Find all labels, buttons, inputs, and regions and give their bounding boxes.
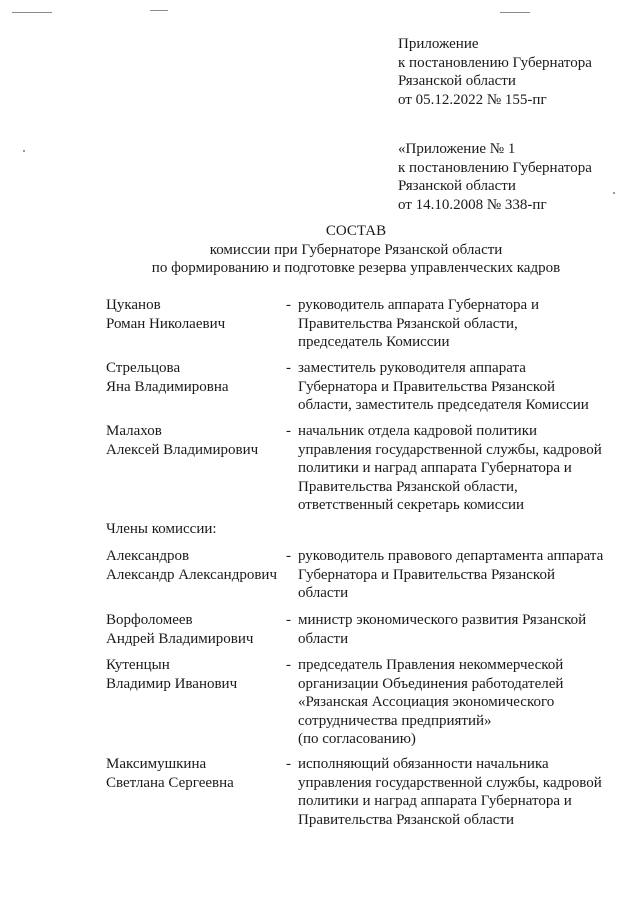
appendix-line: к постановлению Губернатора: [398, 54, 592, 71]
given-names: Роман Николаевич: [106, 315, 226, 332]
position-line: «Рязанская Ассоциация экономического: [298, 694, 555, 710]
surname: Кутенцын: [106, 657, 170, 673]
position-line: Губернатора и Правительства Рязанской: [298, 566, 555, 583]
position-line: управления государственной службы, кадровой: [298, 441, 602, 458]
title-line: комиссии при Губернаторе Рязанской области: [209, 241, 503, 258]
position-line: руководитель правового департамента аппарата: [298, 548, 604, 564]
scan-speck: [23, 150, 25, 152]
appendix-line: Рязанской области: [398, 73, 516, 89]
given-names: Алексей Владимирович: [106, 441, 259, 458]
dash-separator: -: [286, 612, 291, 628]
member-position: [298, 656, 628, 749]
position-line: организации Объединения работодателей: [298, 675, 564, 692]
member-name: [106, 611, 286, 648]
position-line: политики и наград аппарата Губернатора и: [298, 793, 572, 809]
member-position: [298, 422, 628, 515]
appendix-line: «Приложение № 1: [398, 141, 516, 157]
position-line: области: [298, 630, 349, 647]
surname: Ворфоломеев: [106, 612, 193, 628]
member-name: [106, 422, 286, 459]
position-line: (по согласованию): [298, 731, 416, 747]
dash-separator: -: [286, 297, 291, 313]
given-names: Яна Владимировна: [106, 378, 229, 395]
position-line: начальник отдела кадровой политики: [298, 423, 538, 439]
position-line: области, заместитель председателя Комиссии: [298, 397, 589, 413]
surname: Стрельцова: [106, 360, 181, 376]
scan-artifact: [500, 12, 530, 13]
surname: Малахов: [106, 423, 162, 439]
member-position: [298, 611, 628, 648]
title-heading: СОСТАВ: [325, 223, 387, 239]
appendix-line: Рязанской области: [398, 178, 516, 194]
position-line: области: [298, 585, 349, 601]
position-line: Правительства Рязанской области,: [298, 315, 518, 332]
position-line: управления государственной службы, кадровой: [298, 774, 602, 791]
member-position: [298, 547, 628, 603]
surname: Александров: [106, 548, 190, 564]
member-position: [298, 359, 628, 415]
member-name: [106, 755, 286, 792]
position-line: Губернатора и Правительства Рязанской: [298, 378, 555, 395]
position-line: Правительства Рязанской области,: [298, 478, 518, 495]
dash-separator: -: [286, 756, 291, 772]
appendix-line: Приложение: [398, 36, 479, 52]
member-name: [106, 359, 286, 396]
position-line: заместитель руководителя аппарата: [298, 360, 526, 376]
appendix-date-line: от 14.10.2008 № 338-пг: [398, 196, 547, 213]
position-line: председатель Правления некоммерческой: [298, 657, 564, 673]
dash-separator: -: [286, 548, 291, 564]
member-position: [298, 296, 628, 352]
given-names: Андрей Владимирович: [106, 630, 254, 647]
scan-artifact: [150, 10, 168, 11]
appendix-line: к постановлению Губернатора: [398, 159, 592, 176]
position-line: министр экономического развития Рязанской: [298, 612, 587, 628]
appendix-date-line: от 05.12.2022 № 155-пг: [398, 91, 547, 108]
scan-speck: [613, 192, 615, 194]
scan-artifact: [12, 12, 52, 13]
position-line: ответственный секретарь комиссии: [298, 497, 525, 513]
member-position: [298, 755, 628, 829]
member-name: [106, 656, 286, 693]
appendix-header: [398, 35, 592, 109]
dash-separator: -: [286, 423, 291, 439]
surname: Цуканов: [106, 297, 161, 313]
position-line: политики и наград аппарата Губернатора и: [298, 460, 572, 476]
dash-separator: -: [286, 657, 291, 673]
position-line: Правительства Рязанской области: [298, 811, 515, 828]
position-line: сотрудничества предприятий»: [298, 712, 492, 729]
given-names: Светлана Сергеевна: [106, 774, 234, 791]
member-name: [106, 547, 286, 584]
given-names: Владимир Иванович: [106, 675, 238, 692]
members-label: Члены комиссии:: [106, 521, 217, 537]
member-name: [106, 296, 286, 333]
document-title: [0, 222, 640, 278]
given-names: Александр Александрович: [106, 566, 277, 583]
position-line: председатель Комиссии: [298, 334, 450, 350]
dash-separator: -: [286, 360, 291, 376]
position-line: исполняющий обязанности начальника: [298, 756, 549, 772]
position-line: руководитель аппарата Губернатора и: [298, 297, 539, 313]
original-appendix-header: [398, 140, 592, 214]
surname: Максимушкина: [106, 756, 207, 772]
title-line: по формированию и подготовке резерва управленческих кадров: [151, 260, 561, 276]
